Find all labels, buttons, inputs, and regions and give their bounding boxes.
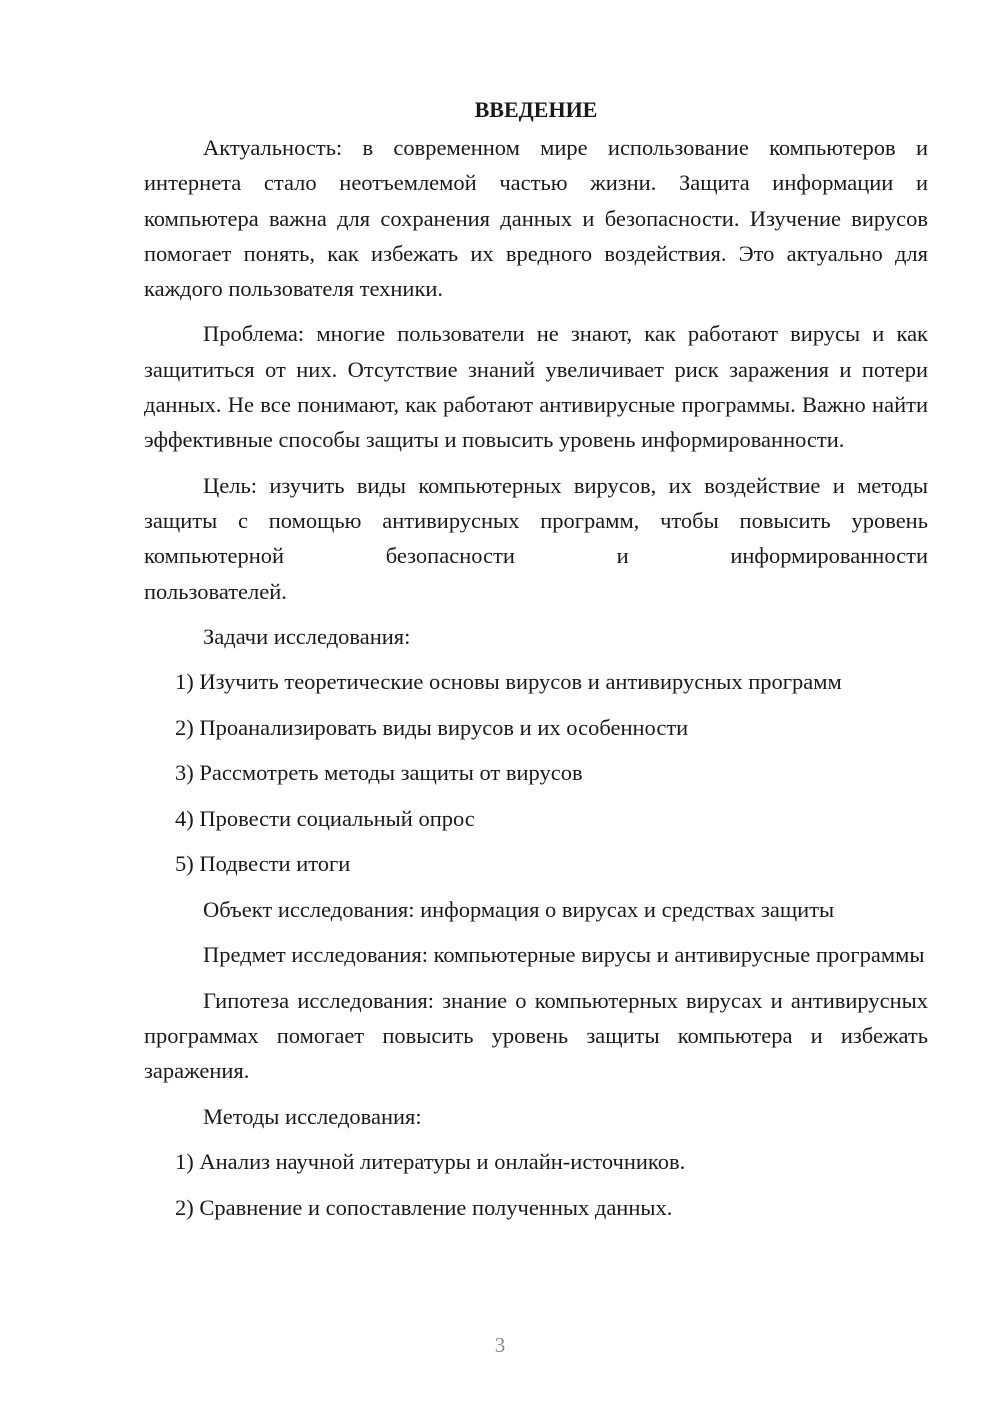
task-item-5: 5) Подвести итоги <box>175 851 351 877</box>
task-item-1: 1) Изучить теоретические основы вирусов и антивирусных программ <box>175 669 842 695</box>
section-title: ВВЕДЕНИЕ <box>474 97 598 122</box>
goal-text: Цель: изучить виды компьютерных вирусов, их воздействие и методы защиты с помощью антивирусных программ, чтобы повысить уровень компьютерной безопасности и информированности <box>144 472 928 569</box>
method-item-1: 1) Анализ научной литературы и онлайн-источников. <box>175 1149 686 1175</box>
task-item-4: 4) Провести социальный опрос <box>175 805 475 831</box>
paragraph-hypothesis: Гипотеза исследования: знание о компьютерных вирусах и антивирусных программах помогает повысить уровень защиты компьютера и избежать заражения. <box>144 987 928 1084</box>
paragraph-goal-tail <box>144 574 928 609</box>
paragraph-problem: Проблема: многие пользователи не знают, как работают вирусы и как защититься от них. Отсутствие знаний увеличивает риск заражения и потери данных. Не все понимают, как работают антивирусные программы. Важно найти эффективные способы защиты и повысить уровень информированности. <box>144 321 928 453</box>
method-item-2: 2) Сравнение и сопоставление полученных данных. <box>175 1194 673 1220</box>
methods-heading: Методы исследования: <box>203 1103 422 1129</box>
paragraph-object: Объект исследования: информация о вирусах и средствах защиты <box>203 896 835 922</box>
document-page <box>144 92 928 1235</box>
task-item-3: 3) Рассмотреть методы защиты от вирусов <box>175 760 583 786</box>
paragraph-goal <box>144 468 928 574</box>
paragraph-relevance: Актуальность: в современном мире использование компьютеров и интернета стало неотъемлемой частью жизни. Защита информации и компьютера важна для сохранения данных и безопасности. Изучение вирусов помогает понять, как избежать их вредного воздействия. Это актуально для каждого пользователя техники. <box>144 135 928 302</box>
tasks-heading: Задачи исследования: <box>203 623 411 649</box>
task-item-2: 2) Проанализировать виды вирусов и их особенности <box>175 714 689 740</box>
page-number: 3 <box>494 1333 506 1357</box>
goal-tail-text: пользователей. <box>144 578 287 604</box>
paragraph-subject: Предмет исследования: компьютерные вирусы и антивирусные программы <box>203 942 925 968</box>
